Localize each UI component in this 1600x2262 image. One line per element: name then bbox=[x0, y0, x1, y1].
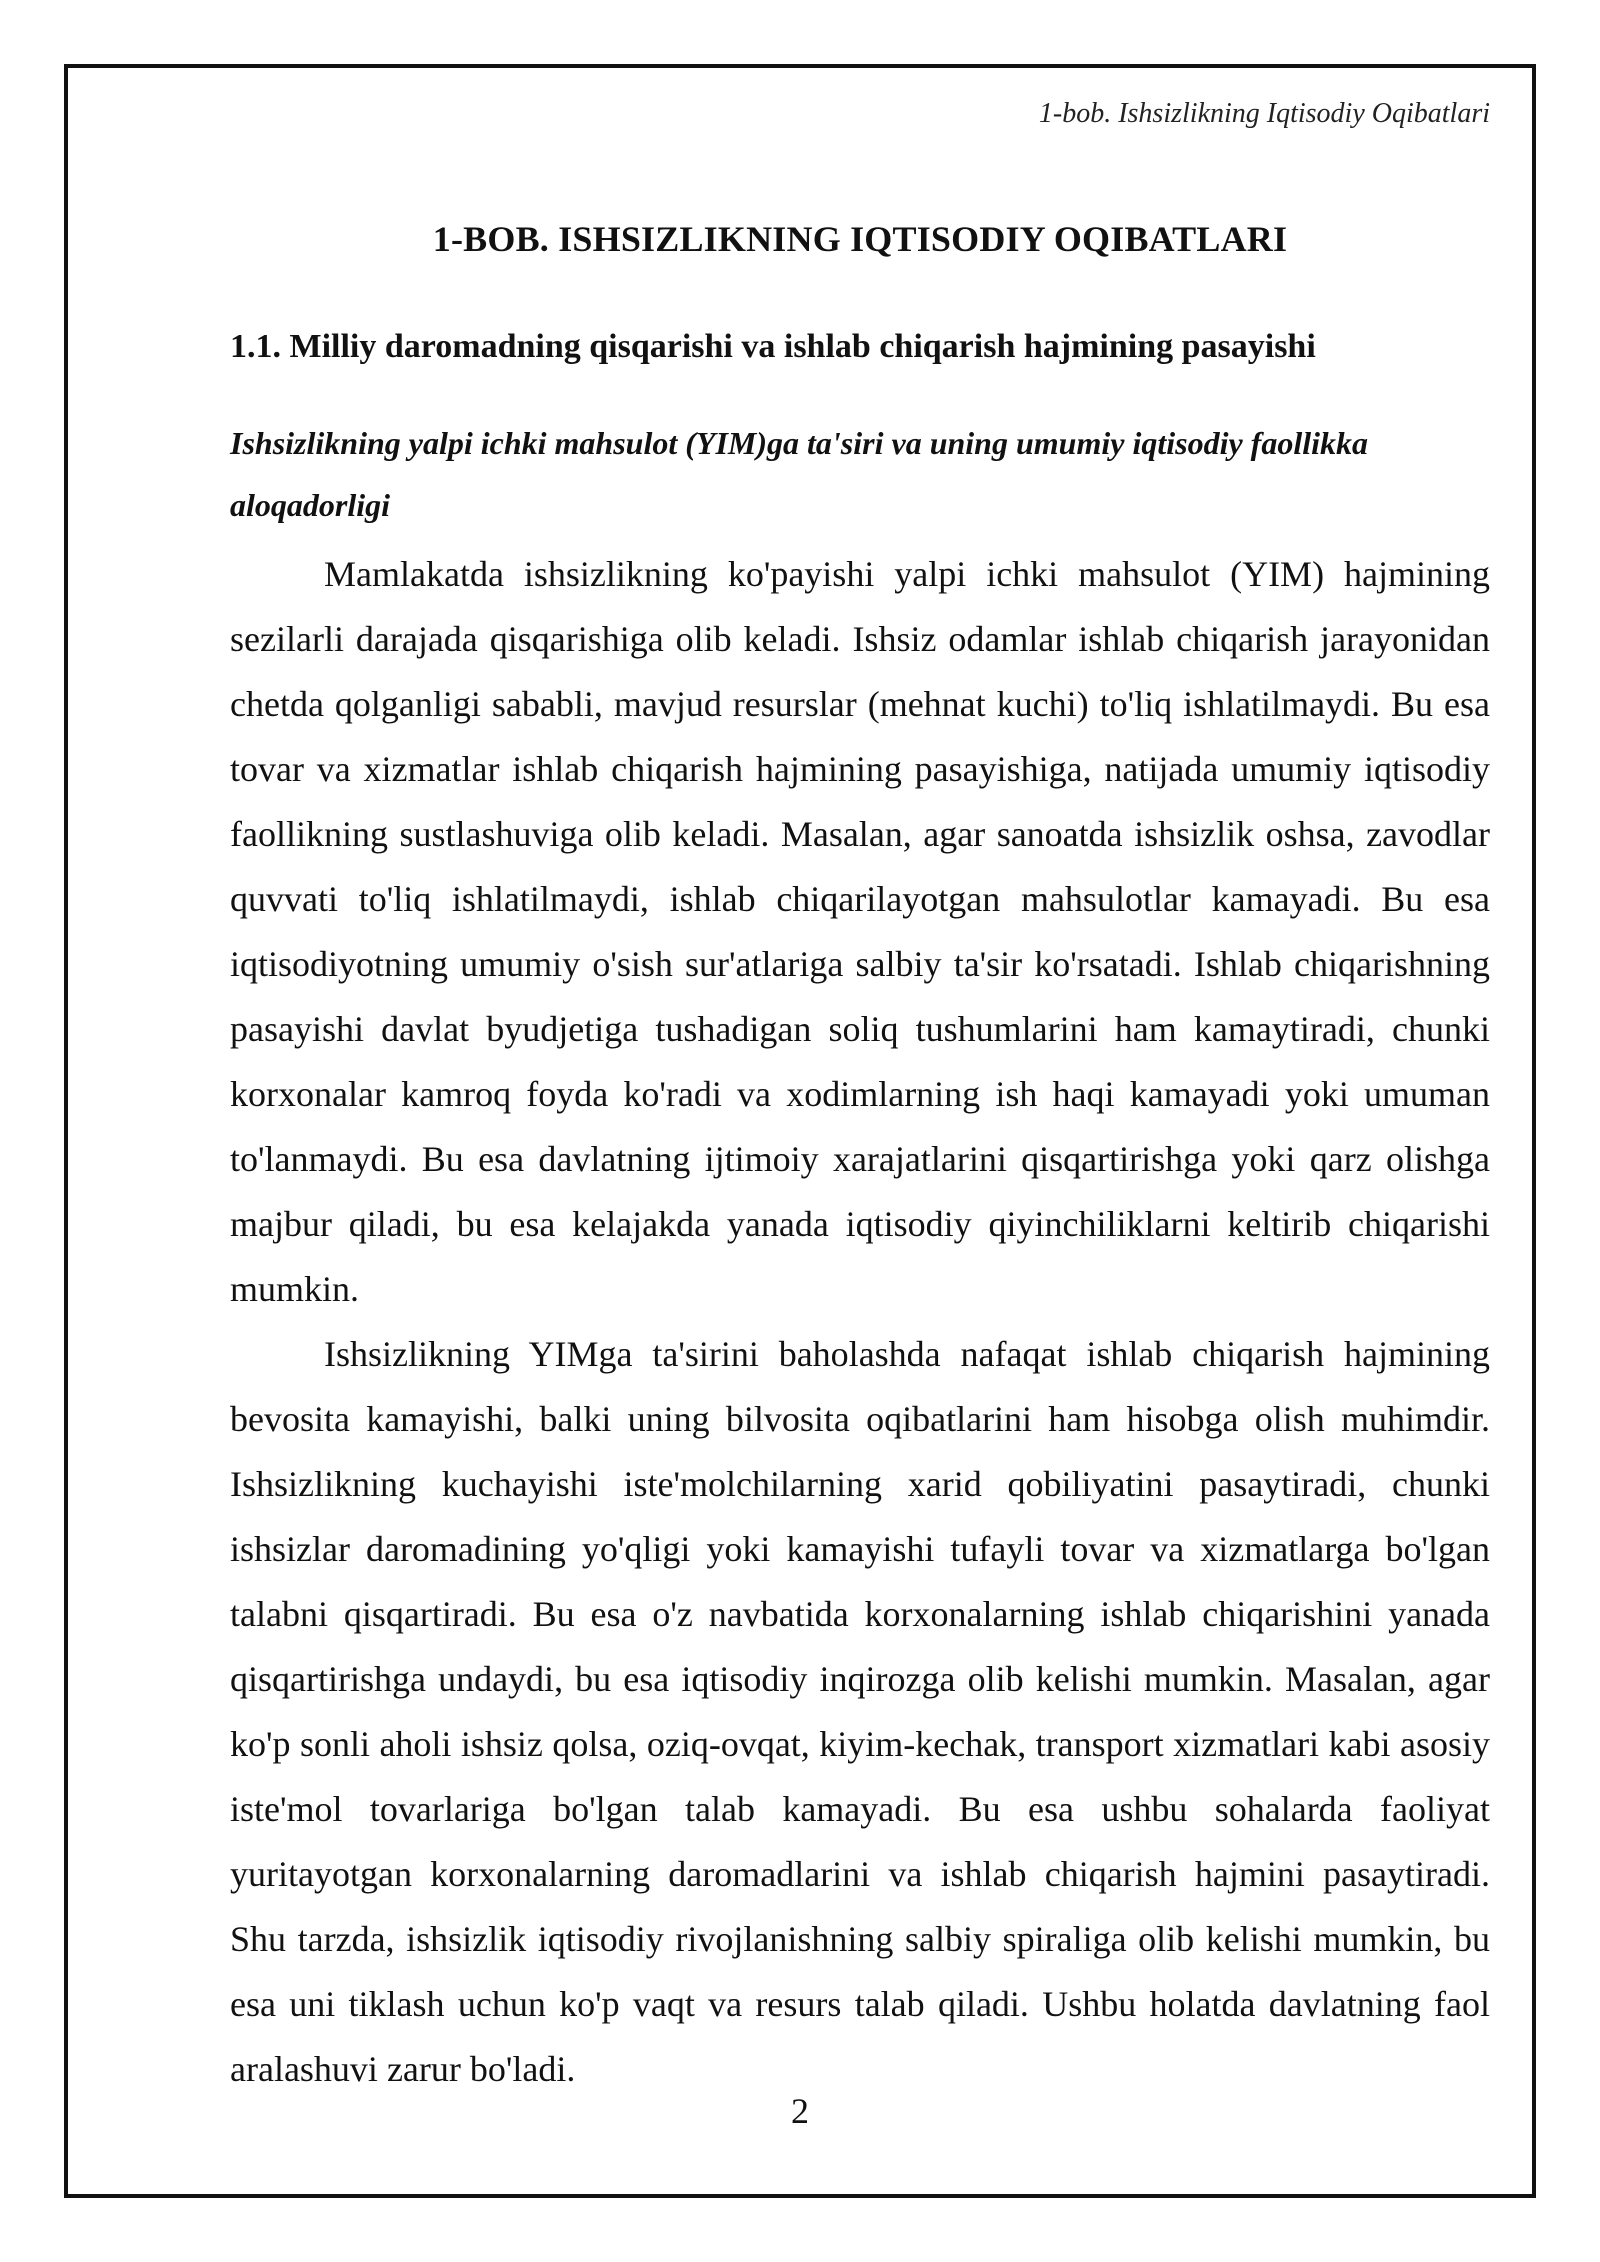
section-title: 1.1. Milliy daromadning qisqarishi va ishlab chiqarish hajmining pasayishi bbox=[230, 328, 1316, 365]
running-header: 1-bob. Ishsizlikning Iqtisodiy Oqibatlari bbox=[1038, 98, 1490, 129]
body-text bbox=[230, 542, 1490, 2102]
chapter-title: 1-BOB. ISHSIZLIKNING IQTISODIY OQIBATLARI bbox=[432, 219, 1288, 259]
paragraph-2: Ishsizlikning YIMga ta'sirini baholashda nafaqat ishlab chiqarish hajmining bevosita kamayishi, balki uning bilvosita oqibatlarini ham hisobga olish muhimdir. Ishsizlikning kuchayishi iste'molchilarning xarid qobiliyatini pasaytiradi, chunki ishsizlar daromadining yo'qligi yoki kamayishi tufayli tovar va xizmatlarga bo'lgan talabni qisqartiradi. Bu esa o'z navbatida korxonalarning ishlab chiqarishini yanada qisqartirishga undaydi, bu esa iqtisodiy inqirozga olib kelishi mumkin. Masalan, agar ko'p sonli aholi ishsiz qolsa, oziq-ovqat, kiyim-kechak, transport xizmatlari kabi asosiy iste'mol tovarlariga bo'lgan talab kamayadi. Bu esa ushbu sohalarda faoliyat yuritayotgan korxonalarning daromadlarini va ishlab chiqarish hajmini pasaytiradi. Shu tarzda, ishsizlik iqtisodiy rivojlanishning salbiy spiraliga olib kelishi mumkin, bu esa uni tiklash uchun ko'p vaqt va resurs talab qiladi. Ushbu holatda davlatning faol aralashuvi zarur bo'ladi. bbox=[230, 1334, 1490, 2089]
page-number: 2 bbox=[791, 2091, 809, 2131]
subsection-title: Ishsizlikning yalpi ichki mahsulot (YIM)ga ta'siri va uning umumiy iqtisodiy faollikka aloqadorligi bbox=[230, 425, 1368, 523]
paragraph-1: Mamlakatda ishsizlikning ko'payishi yalpi ichki mahsulot (YIM) hajmining sezilarli darajada qisqarishiga olib keladi. Ishsiz odamlar ishlab chiqarish jarayonidan chetda qolganligi sababli, mavjud resurslar (mehnat kuchi) to'liq ishlatilmaydi. Bu esa tovar va xizmatlar ishlab chiqarish hajmining pasayishiga, natijada umumiy iqtisodiy faollikning sustlashuviga olib keladi. Masalan, agar sanoatda ishsizlik oshsa, zavodlar quvvati to'liq ishlatilmaydi, ishlab chiqarilayotgan mahsulotlar kamayadi. Bu esa iqtisodiyotning umumiy o'sish sur'atlariga salbiy ta'sir ko'rsatadi. Ishlab chiqarishning pasayishi davlat byudjetiga tushadigan soliq tushumlarini ham kamaytiradi, chunki korxonalar kamroq foyda ko'radi va xodimlarning ish haqi kamayadi yoki umuman to'lanmaydi. Bu esa davlatning ijtimoiy xarajatlarini qisqartirishga yoki qarz olishga majbur qiladi, bu esa kelajakda yanada iqtisodiy qiyinchiliklarni keltirib chiqarishi mumkin. bbox=[230, 554, 1490, 1309]
